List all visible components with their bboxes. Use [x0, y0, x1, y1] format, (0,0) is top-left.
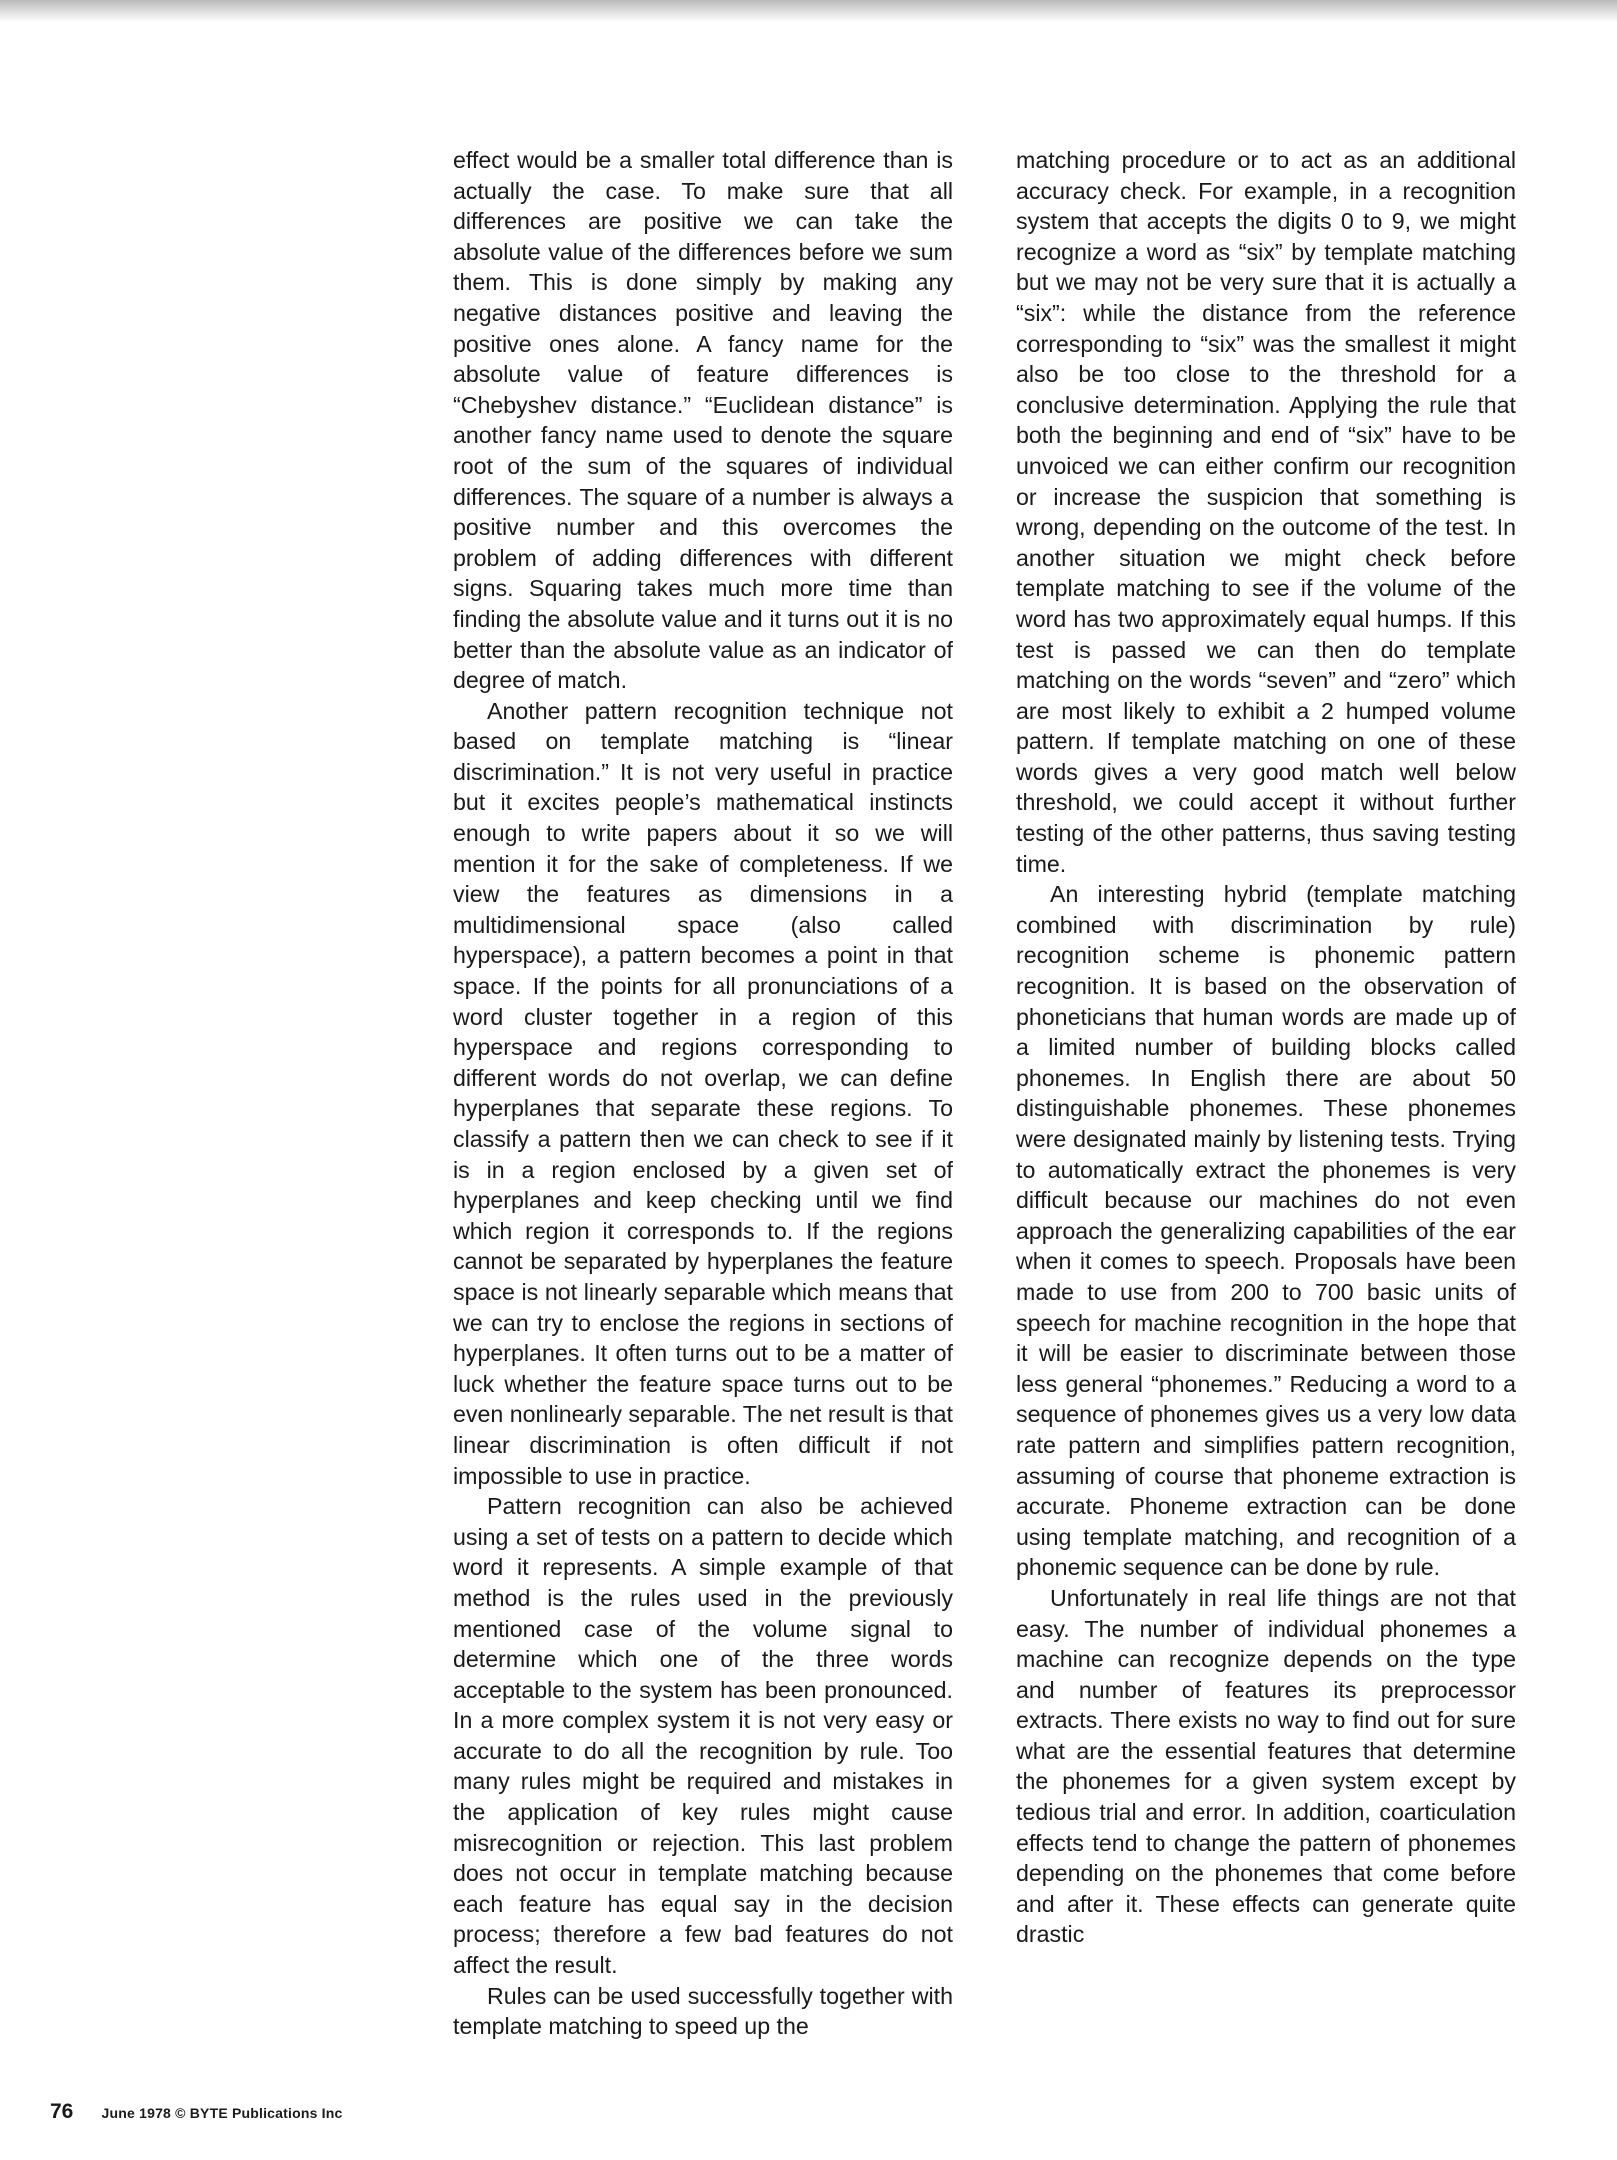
page-number: 76 [50, 2100, 74, 2123]
paragraph: Rules can be used successfully together with template matching to speed up the [453, 1982, 953, 2040]
publication-imprint: June 1978 © BYTE Publications Inc [101, 2105, 343, 2121]
paragraph: effect would be a smaller total difference than is actually the case. To make sure that all differences are positive we can take the absolute value of the differences before we sum them. This is done simply by making any negative distances positive and leaving the positive ones alone. A fancy name for the absolute value of feature differences is “Chebyshev distance.” “Euclidean distance” is another fancy name used to denote the square root of the sum of the squares of individual differences. The square of a number is always a positive number and this overcomes the problem of adding differences with different signs. Squaring takes much more time than finding the absolute value and it turns out it is no better than the absolute value as an indicator of degree of match. [453, 147, 953, 694]
page-footer [50, 2100, 343, 2124]
paragraph: Another pattern recognition technique not based on template matching is “linear discrimination.” It is not very useful in practice but it excites people’s mathematical instincts enough to write papers about it so we will mention it for the sake of completeness. If we view the features as dimensions in a multidimensional space (also called hyperspace), a pattern becomes a point in that space. If the points for all pronunciations of a word cluster together in a region of this hyperspace and regions corresponding to different words do not overlap, we can define hyperplanes that separate these regions. To classify a pattern then we can check to see if it is in a region enclosed by a given set of hyperplanes and keep checking until we find which region it corresponds to. If the regions cannot be separated by hyperplanes the feature space is not linearly separable which means that we can try to enclose the regions in sections of hyperplanes. It often turns out to be a matter of luck whether the feature space turns out to be even nonlinearly separable. The net result is that linear discrimination is often difficult if not impossible to use in practice. [453, 697, 953, 1489]
paragraph: An interesting hybrid (template matching combined with discrimination by rule) recognition scheme is phonemic pattern recognition. It is based on the observation of phoneticians that human words are made up of a limited number of building blocks called phonemes. In English there are about 50 distinguishable phonemes. These phonemes were designated mainly by listening tests. Trying to automatically extract the phonemes is very difficult because our machines do not even approach the generalizing capabilities of the ear when it comes to speech. Proposals have been made to use from 200 to 700 basic units of speech for machine recognition in the hope that it will be easier to discriminate between those less general “phonemes.” Reducing a word to a sequence of phonemes gives us a very low data rate pattern and simplifies pattern recognition, assuming of course that phoneme extraction is accurate. Phoneme extraction can be done using template matching, and recognition of a phonemic sequence can be done by rule. [1016, 881, 1516, 1581]
page-top-edge [0, 0, 1617, 22]
left-text-column [453, 145, 953, 2042]
right-text-column [1016, 145, 1516, 1950]
paragraph: Unfortunately in real life things are not that easy. The number of individual phonemes a machine can recognize depends on the type and number of features its preprocessor extracts. There exists no way to find out for sure what are the essential features that determine the phonemes for a given system except by tedious trial and error. In addition, coarticulation effects tend to change the pattern of phonemes depending on the phonemes that come before and after it. These effects can generate quite drastic [1016, 1584, 1516, 1948]
paragraph: Pattern recognition can also be achieved using a set of tests on a pattern to decide which word it represents. A simple example of that method is the rules used in the previously mentioned case of the volume signal to determine which one of the three words acceptable to the system has been pronounced. In a more complex system it is not very easy or accurate to do all the recognition by rule. Too many rules might be required and mistakes in the application of key rules might cause misrecognition or rejection. This last problem does not occur in template matching because each feature has equal say in the decision process; therefore a few bad features do not affect the result. [453, 1493, 953, 1979]
paragraph: matching procedure or to act as an additional accuracy check. For example, in a recognition system that accepts the digits 0 to 9, we might recognize a word as “six” by template matching but we may not be very sure that it is actually a “six”: while the distance from the reference corresponding to “six” was the smallest it might also be too close to the threshold for a conclusive determination. Applying the rule that both the beginning and end of “six” have to be unvoiced we can either confirm our recognition or increase the suspicion that something is wrong, depending on the outcome of the test. In another situation we might check before template matching to see if the volume of the word has two approximately equal humps. If this test is passed we can then do template matching on the words “seven” and “zero” which are most likely to exhibit a 2 humped volume pattern. If template matching on one of these words gives a very good match well below threshold, we could accept it without further testing of the other patterns, thus saving testing time. [1016, 147, 1516, 877]
